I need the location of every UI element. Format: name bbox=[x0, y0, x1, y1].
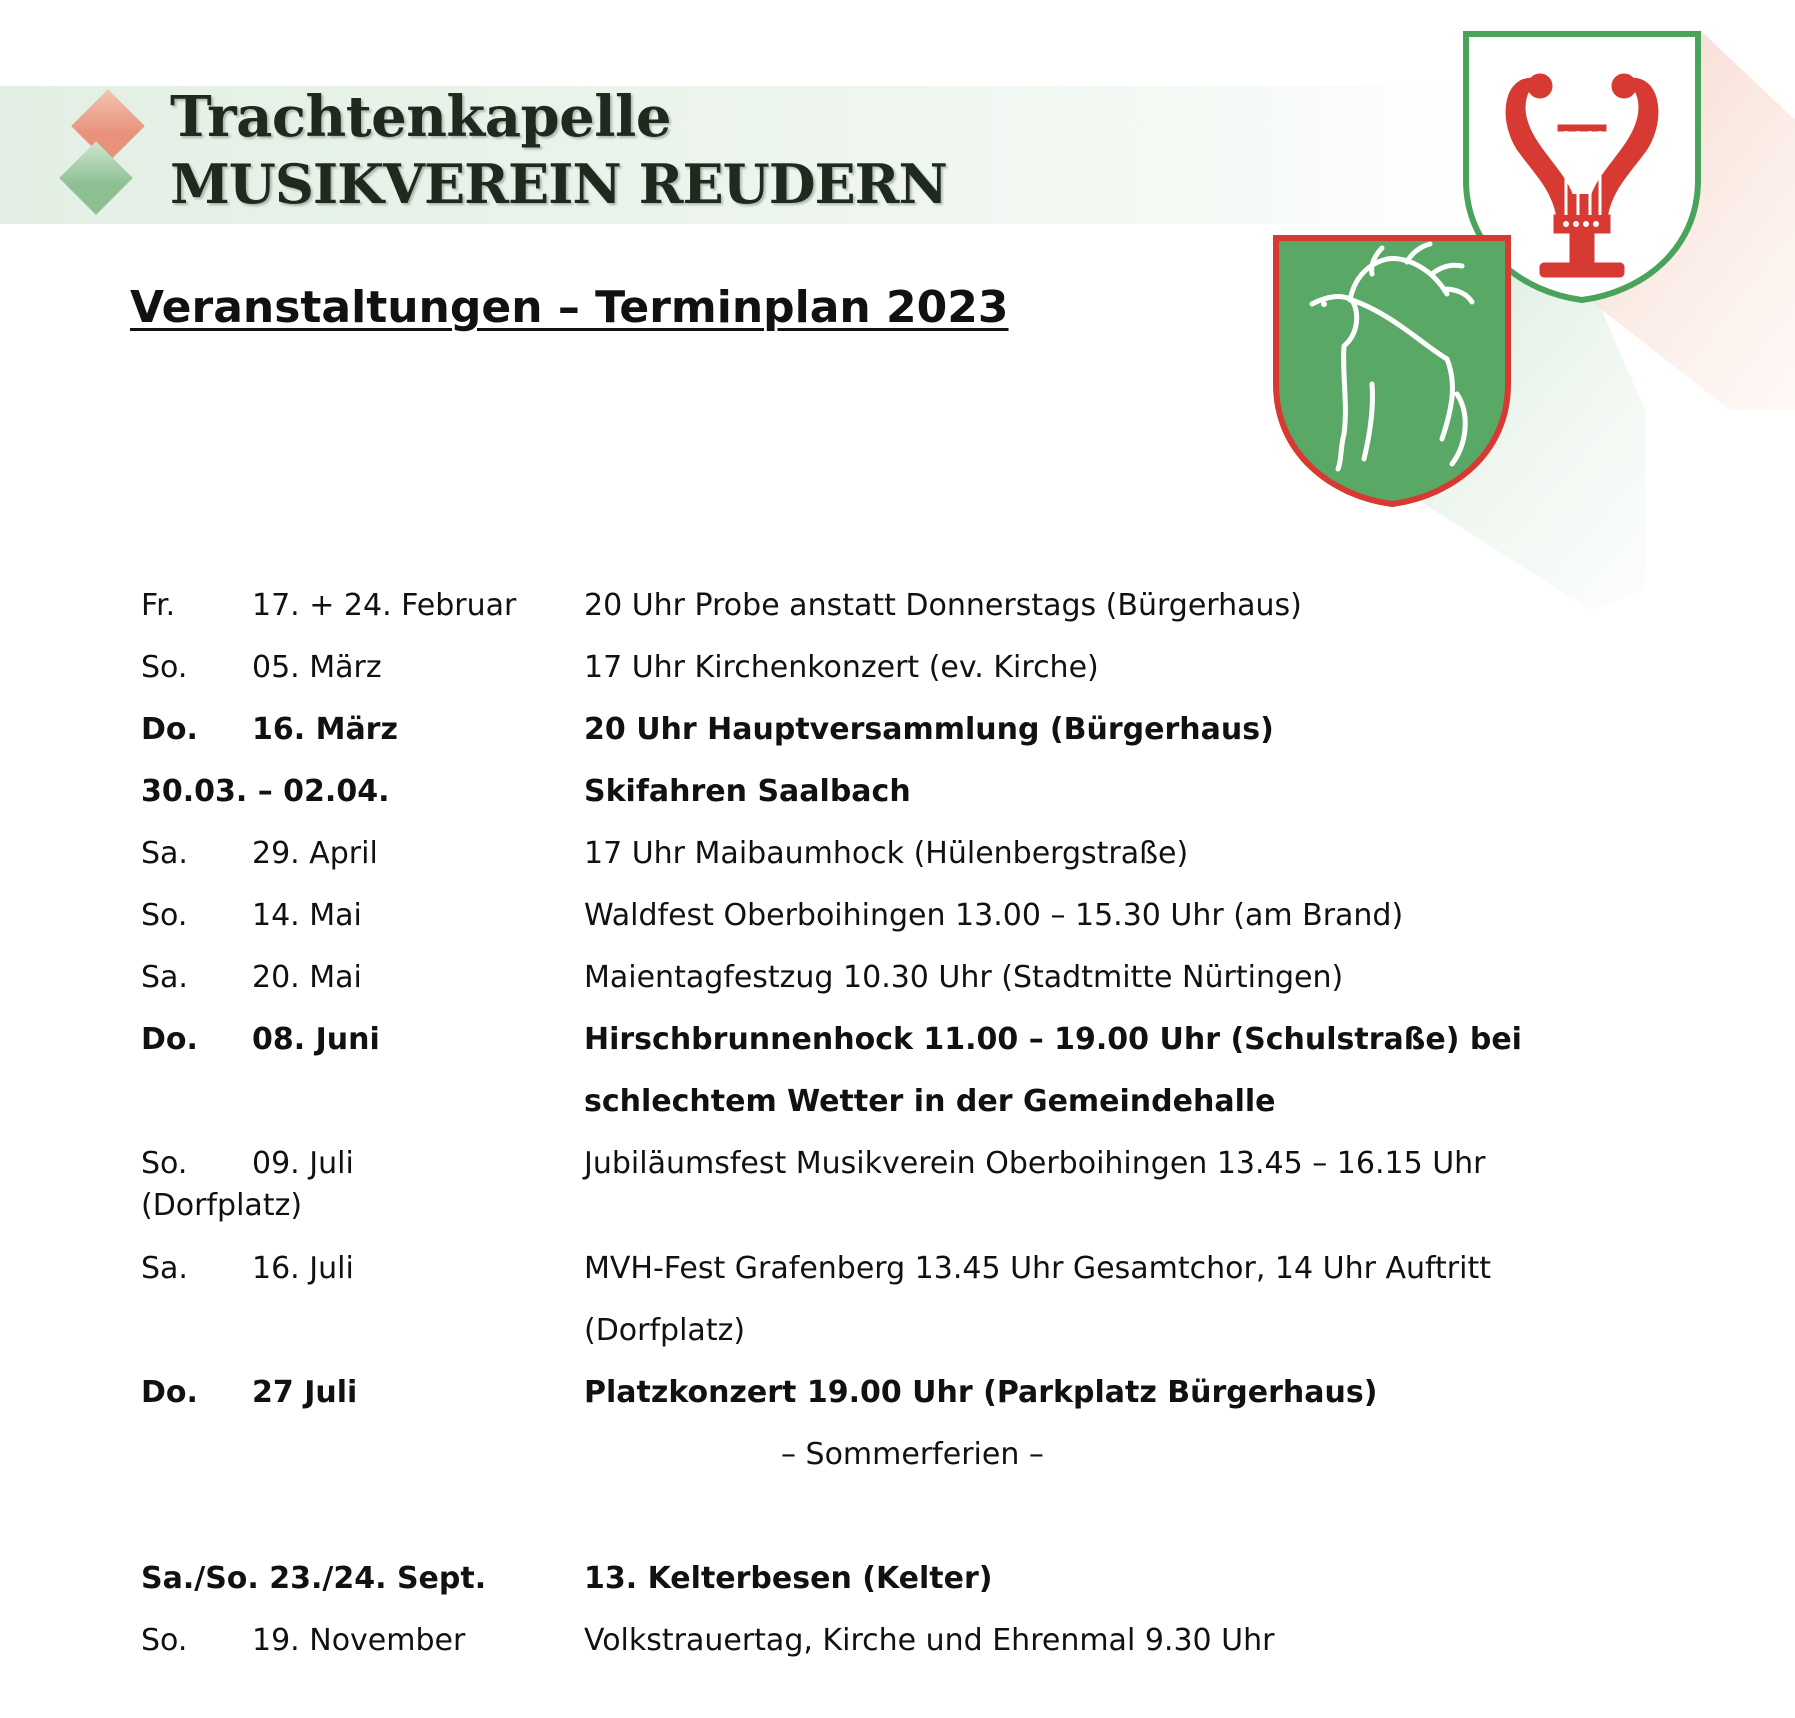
event-row bbox=[141, 1243, 1641, 1367]
event-row bbox=[141, 642, 1641, 704]
event-day: So. bbox=[141, 898, 188, 933]
event-description: 13. Kelterbesen (Kelter) bbox=[584, 1561, 993, 1596]
event-day: So. bbox=[141, 1623, 188, 1658]
brand-line-2: MUSIKVEREIN REUDERN bbox=[170, 152, 947, 216]
event-day: Sa. bbox=[141, 836, 188, 871]
event-description: 20 Uhr Probe anstatt Donnerstags (Bürgerhaus) bbox=[584, 588, 1302, 623]
stag-shield-icon bbox=[1272, 234, 1512, 508]
event-description: Jubiläumsfest Musikverein Oberboihingen 13.45 – 16.15 Uhr bbox=[584, 1146, 1486, 1181]
event-day: Do. bbox=[141, 712, 198, 747]
event-date: 05. März bbox=[252, 650, 382, 685]
brand-line-1: Trachtenkapelle bbox=[170, 84, 671, 150]
event-date: 14. Mai bbox=[252, 898, 362, 933]
event-description: Skifahren Saalbach bbox=[584, 774, 911, 809]
event-row bbox=[141, 766, 1641, 828]
summer-break-note bbox=[141, 1429, 1641, 1553]
event-description: Hirschbrunnenhock 11.00 – 19.00 Uhr (Schulstraße) bei schlechtem Wetter in der Gemeindehalle bbox=[584, 1022, 1522, 1119]
event-day: Do. bbox=[141, 1022, 198, 1057]
event-date: 09. Juli bbox=[252, 1146, 354, 1181]
event-day: Do. bbox=[141, 1375, 198, 1410]
event-row bbox=[141, 890, 1641, 952]
event-row bbox=[141, 1615, 1641, 1677]
event-row bbox=[141, 1014, 1641, 1138]
summer-break-label: – Sommerferien – bbox=[781, 1437, 1044, 1472]
event-day: Sa. bbox=[141, 1251, 188, 1286]
event-day: Fr. bbox=[141, 588, 176, 623]
event-description: 17 Uhr Maibaumhock (Hülenbergstraße) bbox=[584, 836, 1189, 871]
event-row bbox=[141, 1138, 1641, 1243]
event-description: Platzkonzert 19.00 Uhr (Parkplatz Bürgerhaus) bbox=[584, 1375, 1378, 1410]
event-date-range: Sa./So. 23./24. Sept. bbox=[141, 1561, 487, 1596]
event-day: Sa. bbox=[141, 960, 188, 995]
event-date: 08. Juni bbox=[252, 1022, 380, 1057]
event-description-continued: (Dorfplatz) bbox=[141, 1188, 303, 1223]
event-row bbox=[141, 1553, 1641, 1615]
event-date-range: 30.03. – 02.04. bbox=[141, 774, 390, 809]
event-date: 20. Mai bbox=[252, 960, 362, 995]
event-date: 16. März bbox=[252, 712, 398, 747]
event-description: Maientagfestzug 10.30 Uhr (Stadtmitte Nürtingen) bbox=[584, 960, 1344, 995]
event-row bbox=[141, 580, 1641, 642]
event-row bbox=[141, 952, 1641, 1014]
event-day: So. bbox=[141, 1146, 188, 1181]
event-row bbox=[141, 704, 1641, 766]
event-row bbox=[141, 828, 1641, 890]
event-date: 17. + 24. Februar bbox=[252, 588, 517, 623]
event-day: So. bbox=[141, 650, 188, 685]
event-date: 27 Juli bbox=[252, 1375, 358, 1410]
event-description: Volkstrauertag, Kirche und Ehrenmal 9.30 Uhr bbox=[584, 1623, 1275, 1658]
event-description: MVH-Fest Grafenberg 13.45 Uhr Gesamtchor, 14 Uhr Auftritt (Dorfplatz) bbox=[584, 1251, 1491, 1348]
event-description: Waldfest Oberboihingen 13.00 – 15.30 Uhr (am Brand) bbox=[584, 898, 1404, 933]
event-description: 20 Uhr Hauptversammlung (Bürgerhaus) bbox=[584, 712, 1274, 747]
event-date: 29. April bbox=[252, 836, 378, 871]
page-title: Veranstaltungen – Terminplan 2023 bbox=[130, 282, 1009, 333]
event-description: 17 Uhr Kirchenkonzert (ev. Kirche) bbox=[584, 650, 1099, 685]
event-date: 16. Juli bbox=[252, 1251, 354, 1286]
event-row bbox=[141, 1367, 1641, 1429]
event-list bbox=[141, 580, 1641, 1677]
event-date: 19. November bbox=[252, 1623, 466, 1658]
